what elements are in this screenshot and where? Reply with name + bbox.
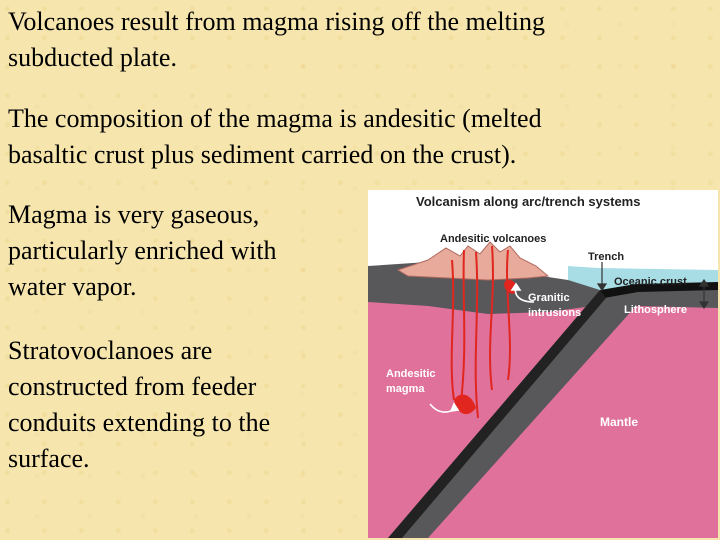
label-magma-line1: Andesitic [386, 368, 436, 380]
label-granitic-line2: intrusions [528, 307, 582, 319]
label-mantle: Mantle [600, 415, 639, 429]
paragraph-subduction-origin: Volcanoes result from magma rising off the melting subducted plate. [8, 7, 545, 72]
figure-title: Volcanism along arc/trench systems [416, 194, 641, 209]
paragraph-gaseous-magma: Magma is very gaseous, particularly enriched with water vapor. [8, 200, 277, 301]
label-andesitic-volcanoes: Andesitic volcanoes [440, 233, 547, 245]
andesitic-volcanoes-shape [398, 242, 548, 280]
label-trench: Trench [588, 251, 625, 263]
label-granitic-line1: Granitic [528, 292, 570, 304]
paragraph-stratovolcano-conduits: Stratovoclanoes are constructed from feeder conduits extending to the surface. [8, 336, 271, 473]
arc-trench-diagram [368, 190, 718, 538]
arc-trench-diagram-svg [368, 190, 718, 538]
label-oceanic-crust: Oceanic crust [614, 276, 687, 288]
label-magma-line2: magma [386, 383, 425, 395]
label-lithosphere: Lithosphere [624, 304, 687, 316]
paragraph-magma-composition: The composition of the magma is andesitic (melted basaltic crust plus sediment carried on the crust). [8, 104, 542, 169]
